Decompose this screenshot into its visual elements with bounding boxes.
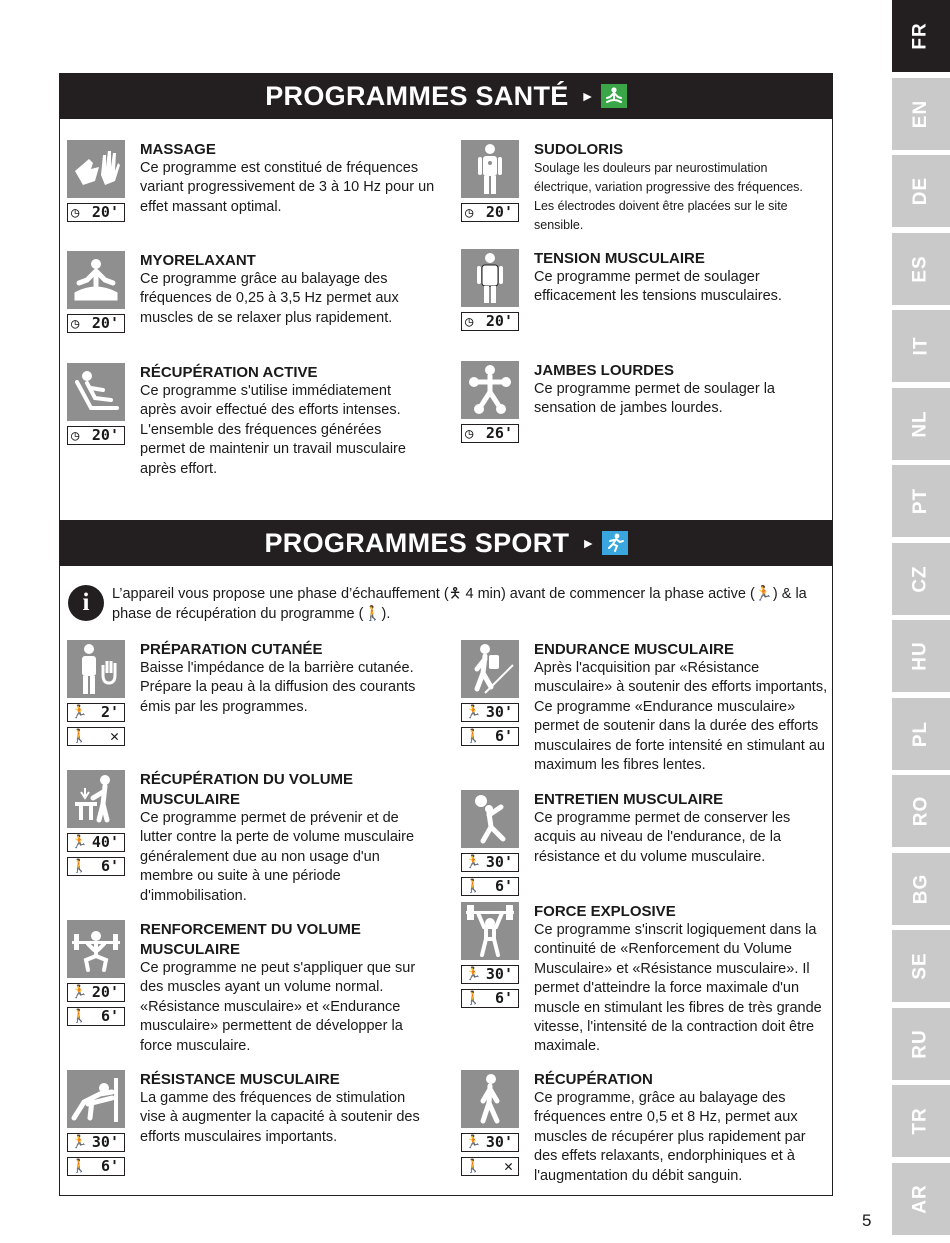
recovery-duration: 6' <box>494 989 513 1007</box>
sport-program <box>67 920 437 1060</box>
recovery-duration-box <box>461 1157 519 1176</box>
program-massage <box>67 140 437 240</box>
active-duration-box <box>67 703 125 722</box>
skin-prep-icon <box>67 640 125 698</box>
tab-fr[interactable] <box>892 0 950 72</box>
duration-value: 20' <box>485 312 513 330</box>
tab-label: RU <box>909 1028 931 1059</box>
duration-value: 20' <box>91 203 119 221</box>
program-tension-musculaire <box>461 249 826 349</box>
active-duration-box <box>67 1133 125 1152</box>
duration-box <box>67 314 125 333</box>
running-icon: 🏃 <box>71 1135 88 1150</box>
tab-label: CZ <box>909 564 931 593</box>
sport-banner <box>59 520 833 566</box>
clock-icon: ◷ <box>465 204 474 221</box>
program-title: SUDOLORIS <box>534 141 624 158</box>
program-title: RÉCUPÉRATION <box>534 1071 653 1088</box>
walking-icon: 🚶 <box>465 879 482 894</box>
clock-icon: ◷ <box>71 427 80 444</box>
active-duration: 30' <box>91 1133 119 1151</box>
clock-icon: ◷ <box>465 313 474 330</box>
tab-it[interactable] <box>892 310 950 382</box>
program-title: RÉCUPÉRATION ACTIVE <box>140 364 318 381</box>
running-icon: 🏃 <box>71 705 88 720</box>
walker-icon <box>461 1070 519 1128</box>
sante-title: PROGRAMMES SANTÉ <box>265 80 569 111</box>
barbell-squat-icon <box>67 920 125 978</box>
walking-icon: 🚶 <box>71 1009 88 1024</box>
info-part: L’appareil vous propose une phase d’échauffement ( <box>112 586 449 602</box>
program-desc: Ce programme grâce au balayage des fréquences de 0,25 à 3,5 Hz permet aux muscles de se relaxer plus rapidement. <box>140 271 399 326</box>
running-icon: 🏃 <box>71 835 88 850</box>
program-desc: Ce programme permet de prévenir et de lutter contre la perte de volume musculaire généralement due au non usage d'un membre ou suite à une période d'immobilisation. <box>140 810 415 904</box>
tab-label: NL <box>909 409 931 438</box>
recovery-duration-box <box>67 857 125 876</box>
tab-ro[interactable] <box>892 775 950 847</box>
tab-en[interactable] <box>892 78 950 150</box>
throw-icon <box>461 790 519 848</box>
active-duration: 30' <box>485 853 513 871</box>
program-jambes-lourdes <box>461 361 826 461</box>
program-title: PRÉPARATION CUTANÉE <box>140 641 323 658</box>
recovery-duration: 6' <box>100 857 119 875</box>
program-title-line2: MUSCULAIRE <box>140 941 240 958</box>
recovery-duration-box <box>67 1157 125 1176</box>
program-title: RÉCUPÉRATION DU VOLUME <box>140 771 354 788</box>
recovery-duration: 6' <box>494 727 513 745</box>
duration-box <box>67 426 125 445</box>
weightlifter-icon <box>461 902 519 960</box>
program-title: MASSAGE <box>140 141 216 158</box>
active-duration-box <box>67 833 125 852</box>
program-desc: Ce programme s'utilise immédiatement après avoir effectué des efforts intenses. L'ensemble des fréquences générées permet de maintenir un travail musculaire après effort. <box>140 383 406 477</box>
active-duration: 30' <box>485 965 513 983</box>
recovery-duration: 6' <box>100 1157 119 1175</box>
tab-pl[interactable] <box>892 698 950 770</box>
heavy-legs-icon <box>461 361 519 419</box>
running-icon: 🏃 <box>71 985 88 1000</box>
duration-box <box>67 203 125 222</box>
program-title: RENFORCEMENT DU VOLUME <box>140 921 361 938</box>
program-desc: Soulage les douleurs par neurostimulation électrique, variation progressive des fréquences. Les électrodes doivent être placées sur le site sensible. <box>534 161 803 232</box>
tab-label: PL <box>910 720 931 747</box>
push-wall-icon <box>67 1070 125 1128</box>
recovery-duration-box <box>461 989 519 1008</box>
walking-icon: 🚶 <box>465 1159 482 1174</box>
info-part: ). <box>381 606 391 622</box>
warmup-icon: 🯅 <box>448 586 462 602</box>
sante-banner <box>59 73 833 119</box>
tab-label: ES <box>909 254 931 283</box>
tab-label: PT <box>910 487 931 515</box>
sport-program <box>461 1070 831 1210</box>
program-sudoloris <box>461 140 826 240</box>
sport-program <box>67 1070 437 1210</box>
info-part: ) & la phase de récupération du programme ( <box>112 586 807 622</box>
tab-label: BG <box>910 873 931 904</box>
tab-ar[interactable] <box>892 1163 950 1235</box>
tab-label: IT <box>909 336 931 356</box>
tab-label: DE <box>910 176 931 206</box>
duration-box <box>461 312 519 331</box>
tab-pt[interactable] <box>892 465 950 537</box>
body-icon <box>461 140 519 198</box>
runner-icon <box>602 531 628 555</box>
body-outline-icon <box>461 249 519 307</box>
lounge-chair-icon <box>67 363 125 421</box>
tab-ru[interactable] <box>892 1008 950 1080</box>
hands-icon <box>67 140 125 198</box>
recovery-duration-box <box>67 1007 125 1026</box>
program-desc: Ce programme permet de soulager efficacement les tensions musculaires. <box>534 269 782 305</box>
info-text <box>112 584 827 624</box>
recovery-duration-box <box>461 727 519 746</box>
duration-value: 20' <box>91 314 119 332</box>
tab-de[interactable] <box>892 155 950 227</box>
active-duration: 30' <box>485 1133 513 1151</box>
running-icon: 🏃 <box>465 1135 482 1150</box>
duration-value: 20' <box>91 426 119 444</box>
program-title: ENDURANCE MUSCULAIRE <box>534 641 735 658</box>
program-title: MYORELAXANT <box>140 252 256 269</box>
recovery-duration-box <box>461 877 519 896</box>
tab-nl[interactable] <box>892 388 950 460</box>
page-number: 5 <box>862 1211 872 1230</box>
recovery-duration: 6' <box>100 1007 119 1025</box>
program-desc: Après l'acquisition par «Résistance musculaire» à soutenir des efforts importants, Ce programme «Endurance musculaire» permet de soutenir dans la durée des efforts musculaires de forte intensité en stimulant au maximum les fibres lentes. <box>534 660 828 774</box>
walking-icon: 🚶 <box>465 729 482 744</box>
sport-program <box>67 640 437 780</box>
program-desc: Ce programme s'inscrit logiquement dans la continuité de «Renforcement du Volume Musculaire» et «Résistance musculaire». Il permet d'atteindre la force maximale d'un muscle en stimulant les fibres de très grande vitesse, l'intensité de la contraction doit être maximale. <box>534 922 822 1055</box>
program-title: JAMBES LOURDES <box>534 362 675 379</box>
walking-icon: 🚶 <box>465 991 482 1006</box>
active-duration: 2' <box>100 703 119 721</box>
running-icon: 🏃 <box>465 705 482 720</box>
active-duration-box <box>67 983 125 1002</box>
tab-es[interactable] <box>892 233 950 305</box>
program-desc: Ce programme est constitué de fréquences variant progressivement de 3 à 10 Hz pour un effet massant optimal. <box>140 160 435 215</box>
info-part: 4 min) avant de commencer la phase active ( <box>461 586 755 602</box>
active-duration-box <box>461 703 519 722</box>
program-recuperation-active <box>67 363 437 483</box>
info-icon: i <box>68 585 104 621</box>
program-desc: Ce programme permet de soulager la sensation de jambes lourdes. <box>534 381 775 417</box>
program-title: FORCE EXPLOSIVE <box>534 903 676 920</box>
tab-label: AR <box>909 1183 931 1214</box>
duration-value: 26' <box>485 424 513 442</box>
recovery-duration: 6' <box>494 877 513 895</box>
sport-program <box>461 902 831 1055</box>
tab-label: TR <box>909 1107 931 1135</box>
meditation-icon <box>601 84 627 108</box>
duration-box <box>461 424 519 443</box>
tab-se[interactable] <box>892 930 950 1002</box>
arrow-icon: ► <box>581 535 596 551</box>
clock-icon: ◷ <box>465 425 474 442</box>
tab-tr[interactable] <box>892 1085 950 1157</box>
recovery-duration: ✕ <box>503 1157 513 1175</box>
tab-label: FR <box>909 22 931 50</box>
active-duration: 30' <box>485 703 513 721</box>
program-desc: Ce programme ne peut s'appliquer que sur des muscles ayant un volume normal. «Résistance musculaire» et «Endurance musculaire» permettent de développer la force musculaire. <box>140 960 416 1054</box>
weightlift-bench-icon <box>67 770 125 828</box>
hiker-icon <box>461 640 519 698</box>
active-duration: 40' <box>91 833 119 851</box>
running-icon: 🏃 <box>465 855 482 870</box>
tab-label: HU <box>909 641 931 671</box>
arrow-icon: ► <box>580 88 595 104</box>
tab-bg[interactable] <box>892 853 950 925</box>
tab-label: RO <box>910 795 931 827</box>
program-title: TENSION MUSCULAIRE <box>534 250 705 267</box>
walking-icon: 🚶 <box>71 729 88 744</box>
sport-program <box>67 770 437 910</box>
tab-hu[interactable] <box>892 620 950 692</box>
sport-title: PROGRAMMES SPORT <box>264 527 570 558</box>
program-desc: La gamme des fréquences de stimulation vise à augmenter la capacité à soutenir des efforts musculaires importants. <box>140 1090 420 1145</box>
running-icon: 🏃 <box>754 586 773 602</box>
program-desc: Ce programme permet de conserver les acquis au niveau de l'endurance, de la résistance et du volume musculaire. <box>534 810 791 865</box>
tab-cz[interactable] <box>892 543 950 615</box>
walking-icon: 🚶 <box>71 859 88 874</box>
program-title: ENTRETIEN MUSCULAIRE <box>534 791 724 808</box>
recovery-duration: ✕ <box>109 727 119 745</box>
duration-value: 20' <box>485 203 513 221</box>
program-myorelaxant <box>67 251 437 351</box>
running-icon: 🏃 <box>465 967 482 982</box>
active-duration-box <box>461 1133 519 1152</box>
meditation-icon <box>67 251 125 309</box>
active-duration-box <box>461 965 519 984</box>
active-duration: 20' <box>91 983 119 1001</box>
walking-icon: 🚶 <box>71 1159 88 1174</box>
program-title-line2: MUSCULAIRE <box>140 791 240 808</box>
walking-icon: 🚶 <box>363 606 382 622</box>
clock-icon: ◷ <box>71 204 80 221</box>
program-title: RÉSISTANCE MUSCULAIRE <box>140 1071 340 1088</box>
program-desc: Ce programme, grâce au balayage des fréquences entre 0,5 et 8 Hz, permet aux muscles de récupérer plus rapidement par des effets relaxants, endorphiniques et à l'augmentation du débit sanguin. <box>534 1090 806 1184</box>
tab-label: EN <box>910 99 931 128</box>
clock-icon: ◷ <box>71 315 80 332</box>
duration-box <box>461 203 519 222</box>
program-desc: Baisse l'impédance de la barrière cutanée. Prépare la peau à la diffusion des courants émis par les programmes. <box>140 660 416 715</box>
active-duration-box <box>461 853 519 872</box>
tab-label: SE <box>909 952 931 980</box>
sport-program <box>461 640 831 780</box>
recovery-duration-box <box>67 727 125 746</box>
